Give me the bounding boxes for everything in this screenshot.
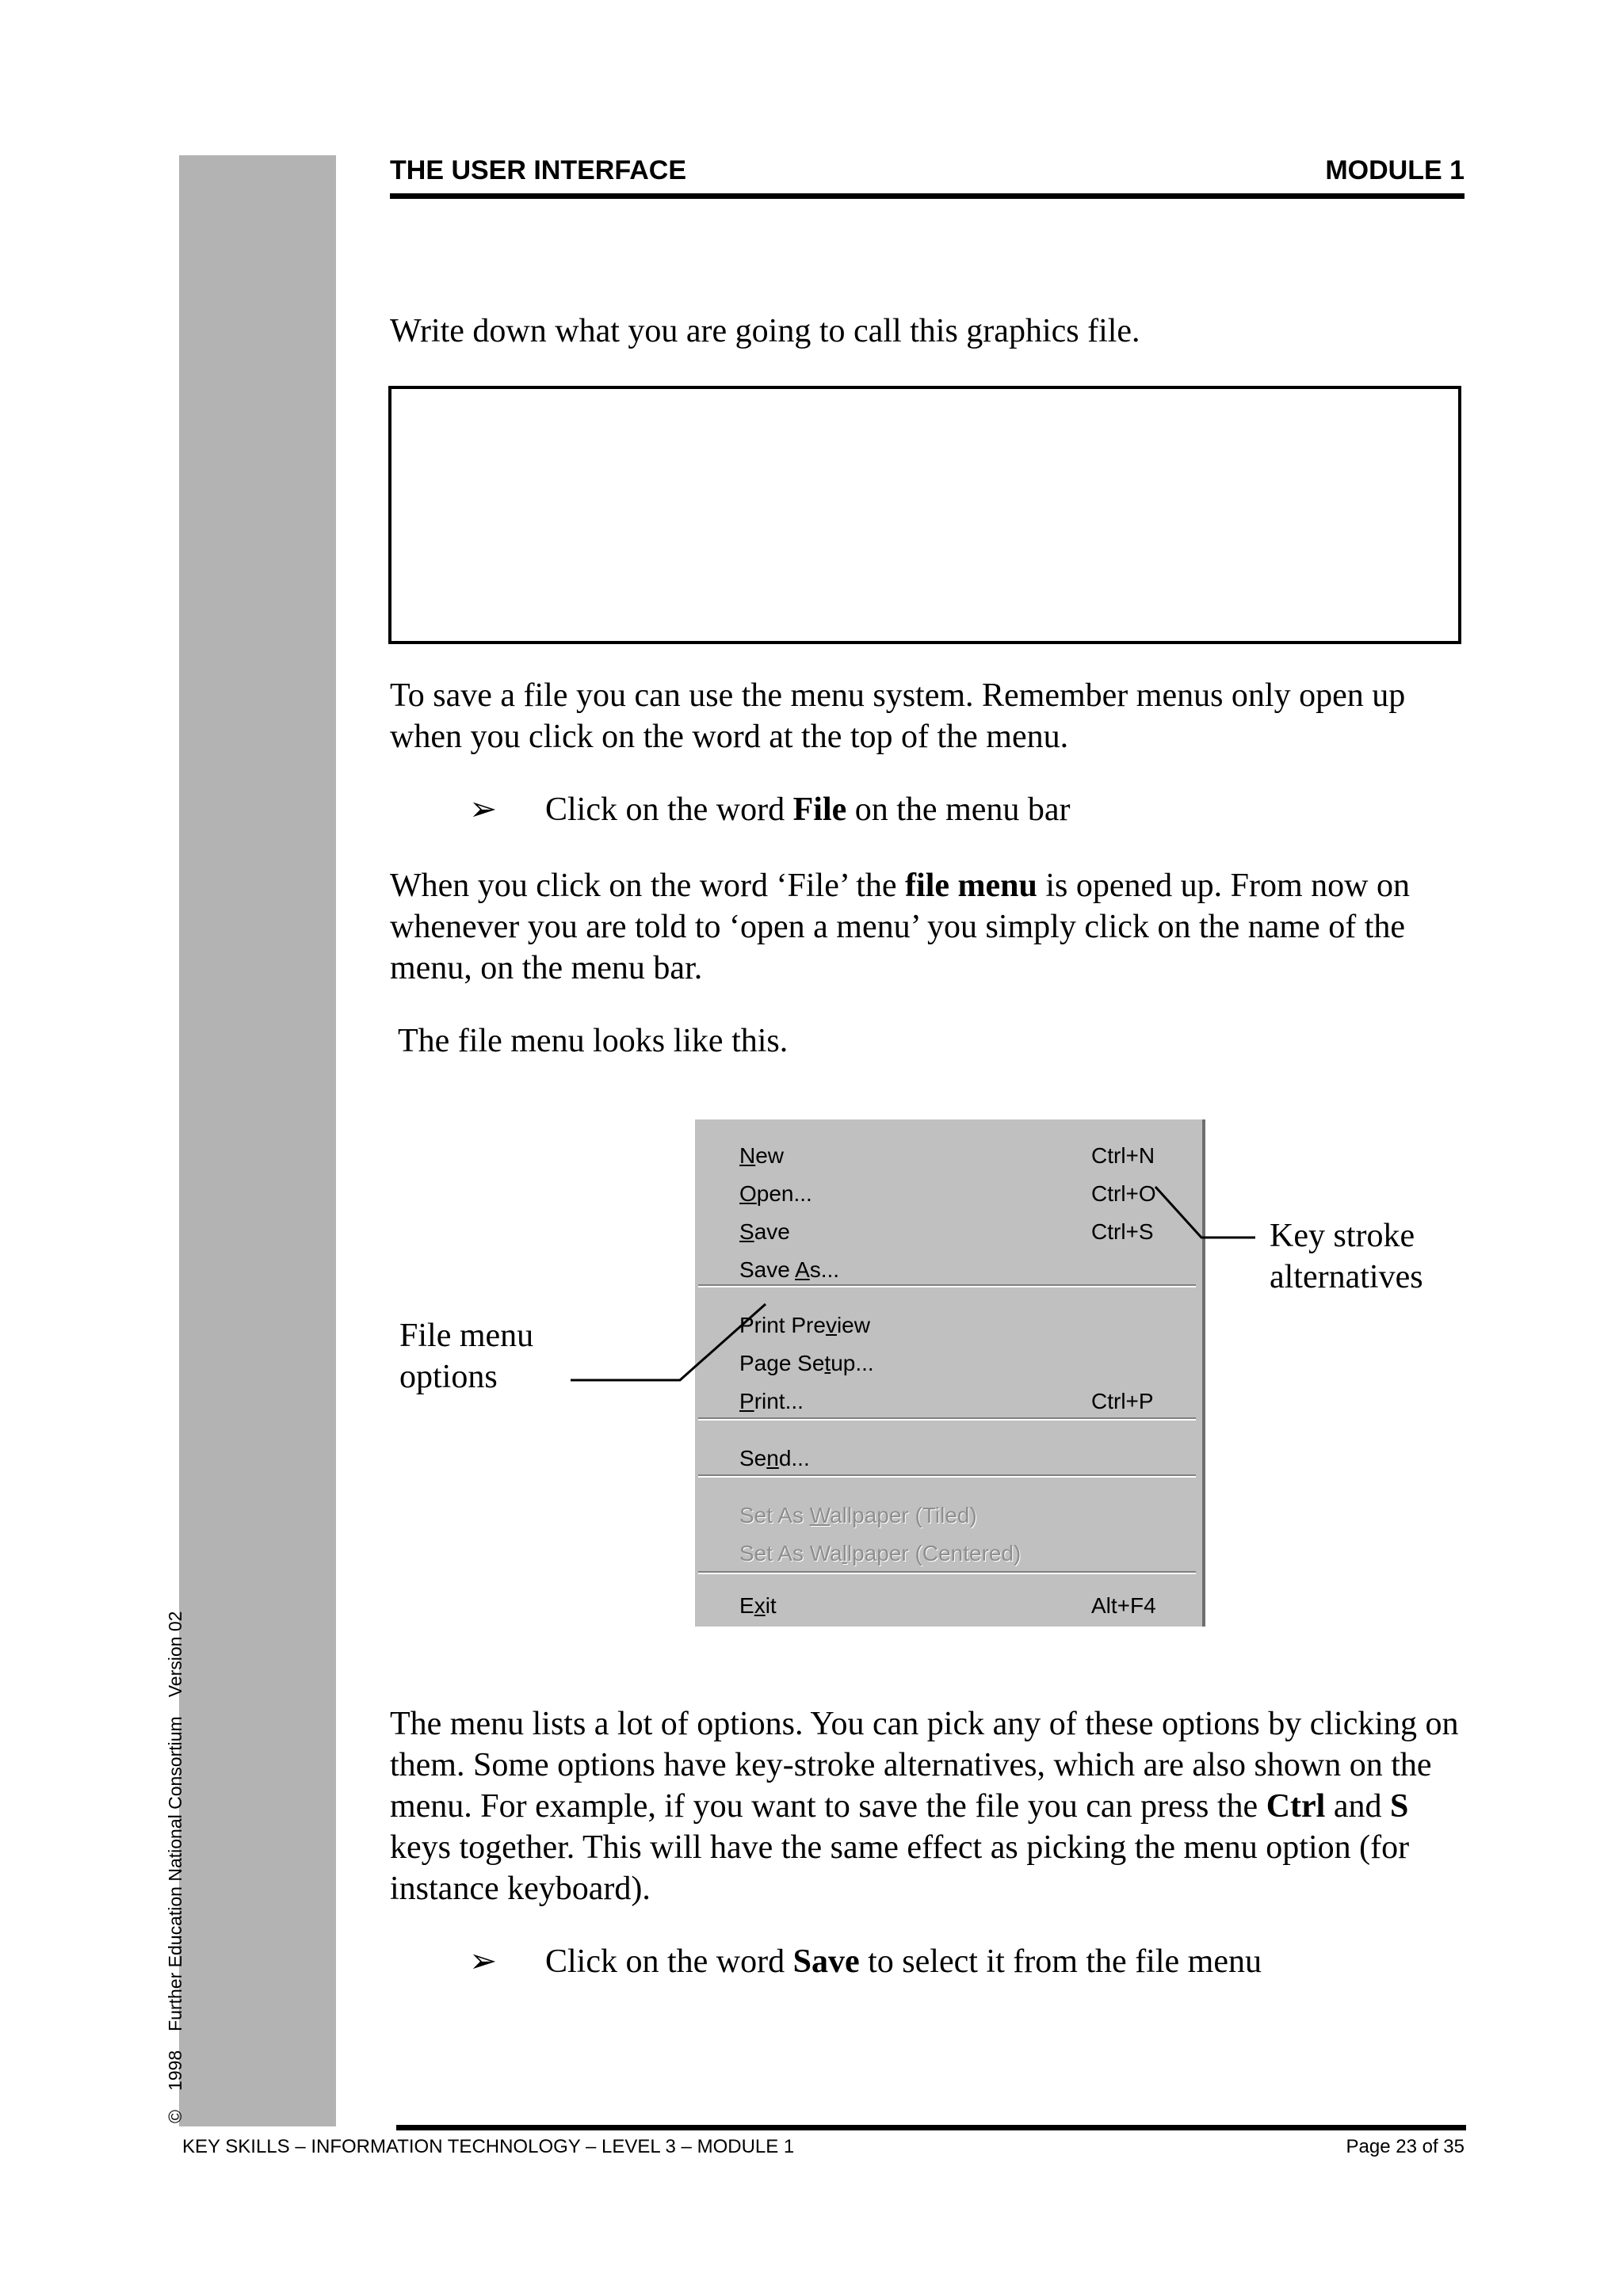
header-title: THE USER INTERFACE <box>390 155 687 185</box>
file-menu-paragraph: When you click on the word ‘File’ the file menu is opened up. From now on whenever you are told to ‘open a menu’ you simply click on the name of the menu, on the menu bar. <box>390 868 1411 986</box>
menu-item-save[interactable]: Save <box>739 1219 790 1244</box>
bullet-click-file: Click on the word File on the menu bar <box>545 791 1071 828</box>
shortcut-exit: Alt+F4 <box>1091 1593 1156 1618</box>
options-paragraph: The menu lists a lot of options. You can pick any of these options by clicking on them. Some options have key-stroke alternatives, which are also shown on the menu. For example, if you want to save the file you can press the Ctrl and S keys together. This will have the same effect as picking the menu option (for instance keyboard). <box>390 1706 1459 1907</box>
menu-item-save-as[interactable]: Save As... <box>739 1257 840 1282</box>
file-menu-caption: The file menu looks like this. <box>398 1023 789 1059</box>
page-number: Page 23 of 35 <box>1346 2136 1465 2157</box>
copyright-version: Version 02 <box>165 1611 185 1698</box>
bullet-arrow-icon: ➢ <box>469 791 498 828</box>
instruction-paragraph: Write down what you are going to call this graphics file. <box>390 313 1140 349</box>
key-stroke-leader-line <box>1155 1187 1255 1238</box>
menu-item-open[interactable]: Open... <box>739 1181 812 1206</box>
save-intro-paragraph: To save a file you can use the menu system. Remember menus only open up when you click on the word at the top of the menu. <box>390 677 1406 755</box>
copyright-symbol: © <box>165 2110 185 2123</box>
copyright-year: 1998 <box>165 2050 185 2092</box>
menu-item-print[interactable]: Print... <box>739 1389 804 1413</box>
file-menu-leader-line <box>571 1304 766 1380</box>
menu-item-page-setup[interactable]: Page Setup... <box>739 1351 874 1375</box>
bullet-arrow-icon: ➢ <box>469 1943 498 1980</box>
shortcut-open: Ctrl+O <box>1091 1181 1156 1206</box>
footer-title: KEY SKILLS – INFORMATION TECHNOLOGY – LEVEL 3 – MODULE 1 <box>182 2136 795 2157</box>
menu-item-wallpaper-centered: Set As Wallpaper (Centered) <box>739 1541 1022 1566</box>
menu-item-wallpaper-tiled: Set As Wallpaper (Tiled) <box>739 1503 977 1527</box>
footer-rule <box>396 2125 1466 2130</box>
copyright-org: Further Education National Consortium <box>165 1716 185 2031</box>
bullet-click-save: Click on the word Save to select it from the file menu <box>545 1943 1262 1980</box>
header-module: MODULE 1 <box>1325 155 1465 185</box>
shortcut-save: Ctrl+S <box>1091 1219 1154 1244</box>
shortcut-print: Ctrl+P <box>1091 1389 1154 1413</box>
menu-item-print-preview[interactable]: Print Preview <box>739 1313 870 1337</box>
menu-item-new[interactable]: New <box>739 1143 785 1168</box>
shortcut-new: Ctrl+N <box>1091 1143 1155 1168</box>
menu-item-exit[interactable]: Exit <box>739 1593 777 1618</box>
callout-key-stroke: Key stroke alternatives <box>1270 1218 1423 1295</box>
callout-file-menu: File menu options <box>399 1318 534 1395</box>
menu-item-send[interactable]: Send... <box>739 1446 810 1470</box>
